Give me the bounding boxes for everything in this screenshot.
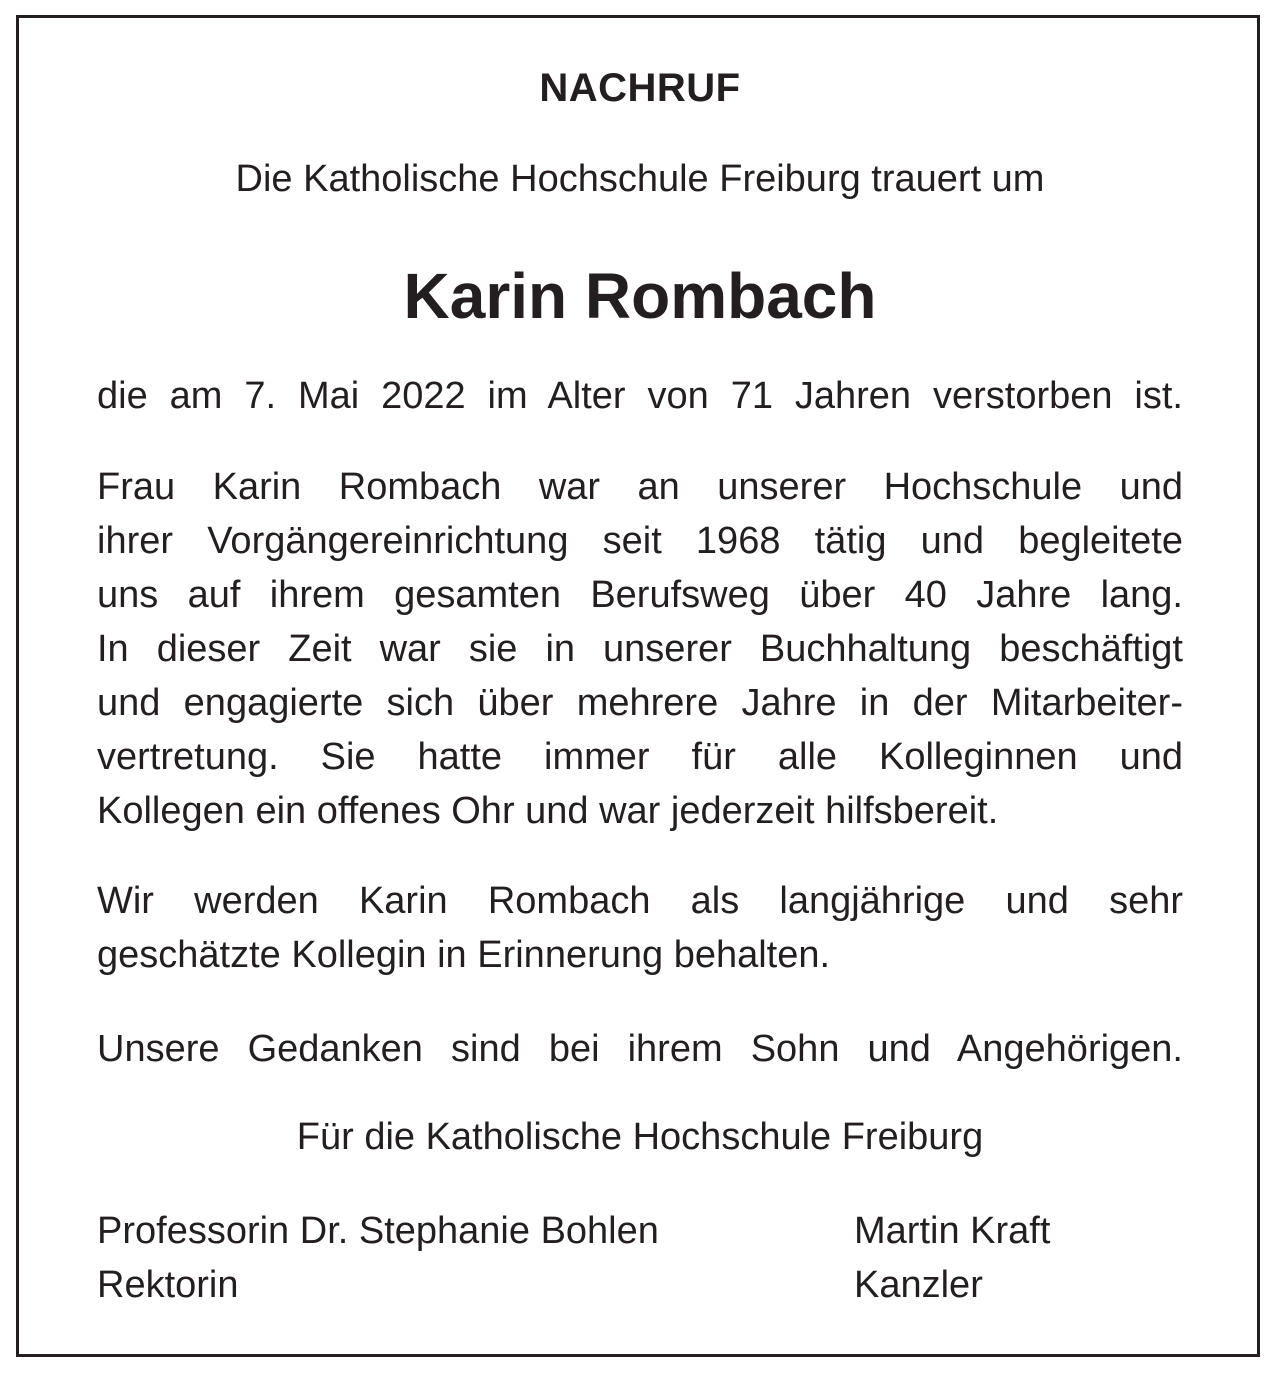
signatory-chancellor (854, 1204, 1050, 1312)
condolence-line: Unsere Gedanken sind bei ihrem Sohn und Angehörigen. (97, 1028, 1183, 1070)
biography-line: In dieser Zeit war sie in unserer Buchhaltung beschäftigt (97, 628, 1183, 670)
intro-line: Die Katholische Hochschule Freiburg trauert um (235, 158, 1045, 200)
death-date-line: die am 7. Mai 2022 im Alter von 71 Jahren verstorben ist. (97, 375, 1183, 417)
memory-line: Wir werden Karin Rombach als langjährige und sehr (97, 880, 1183, 922)
biography-line: vertretung. Sie hatte immer für alle Kolleginnen und (97, 736, 1183, 778)
on-behalf-line: Für die Katholische Hochschule Freiburg (296, 1116, 984, 1158)
deceased-name: Karin Rombach (403, 260, 877, 332)
signatory-title: Rektorin (97, 1264, 239, 1306)
signatory-rector (97, 1204, 659, 1312)
signatory-name: Professorin Dr. Stephanie Bohlen (97, 1210, 659, 1252)
biography-line: ihrer Vorgängereinrichtung seit 1968 tätig und begleitete (97, 520, 1183, 562)
obituary-heading: NACHRUF (539, 66, 741, 110)
signatory-title: Kanzler (854, 1264, 983, 1306)
biography-line: Kollegen ein offenes Ohr und war jederzeit hilfsbereit. (97, 790, 999, 832)
biography-line: und engagierte sich über mehrere Jahre in der Mitarbeiter- (97, 682, 1183, 724)
biography-paragraph (97, 460, 1183, 838)
signatory-name: Martin Kraft (854, 1210, 1051, 1252)
biography-line: Frau Karin Rombach war an unserer Hochschule und (97, 466, 1183, 508)
memory-paragraph (97, 874, 1183, 982)
memory-line: geschätzte Kollegin in Erinnerung behalten. (97, 934, 831, 976)
biography-line: uns auf ihrem gesamten Berufsweg über 40 Jahre lang. (97, 574, 1183, 616)
